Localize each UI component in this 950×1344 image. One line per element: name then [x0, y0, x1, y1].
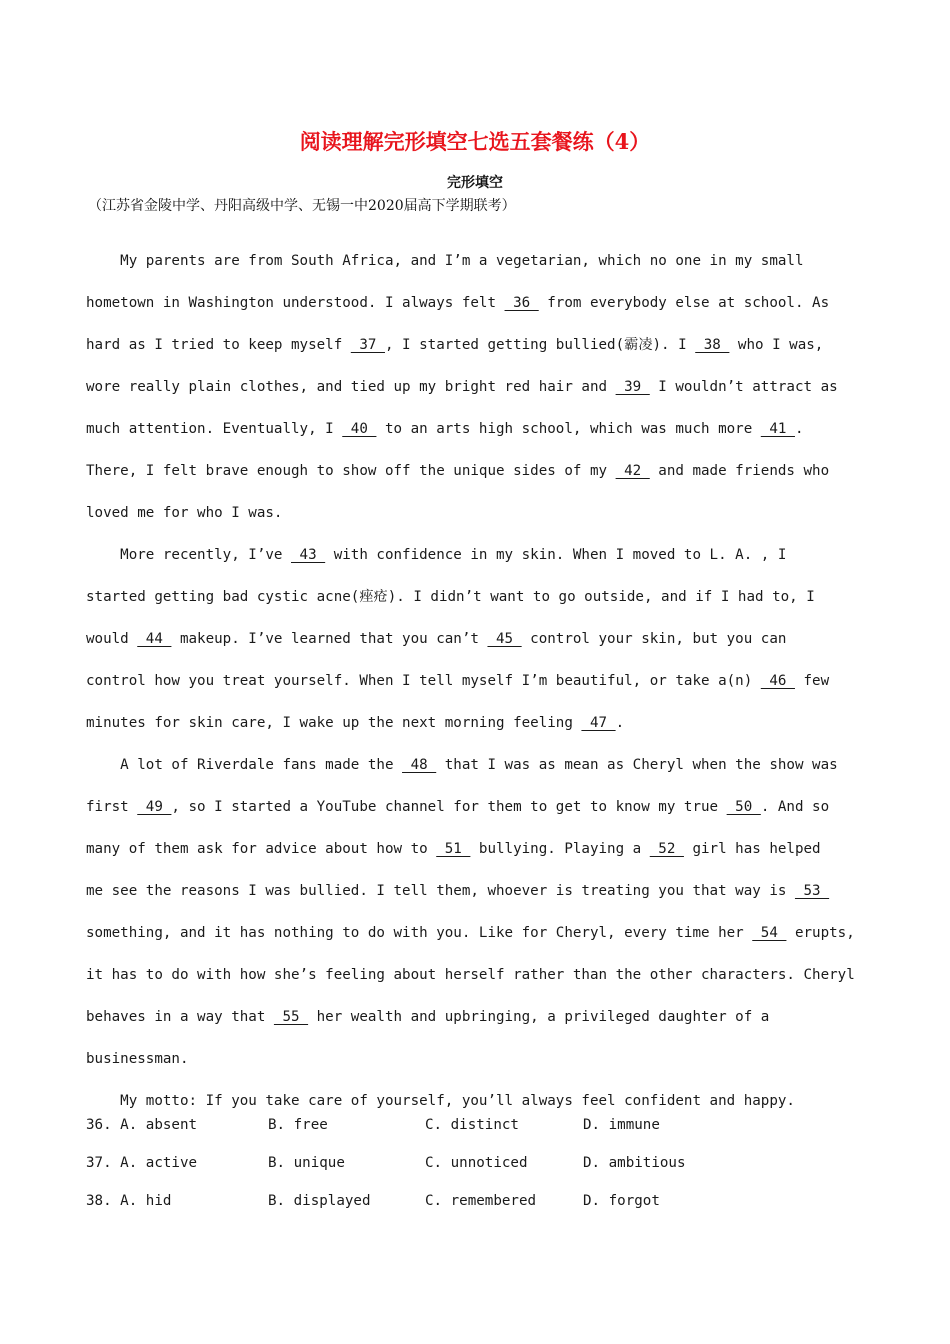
answer-option: C. remembered [425, 1193, 537, 1209]
blank-number: 36 [504, 295, 539, 311]
passage-text: many of them ask for advice about how to [86, 841, 437, 857]
section-heading: 完形填空 [447, 175, 503, 191]
blank-number: 51 [436, 841, 471, 857]
passage-line [86, 786, 866, 828]
passage-text: her wealth and upbringing, a privileged daughter of a [308, 1009, 770, 1025]
passage-line [86, 408, 866, 450]
passage-text: started getting bad cystic acne(痤疮). I didn’t want to go outside, and if I had to, I [86, 589, 815, 605]
passage-line [86, 240, 866, 282]
blank-number: 44 [137, 631, 172, 647]
blank-number: 47 [581, 715, 616, 731]
passage-text: much attention. Eventually, I [86, 421, 343, 437]
passage-text: to an arts high school, which was much more [376, 421, 761, 437]
passage-text: me see the reasons I was bullied. I tell them, whoever is treating you that way is [86, 883, 795, 899]
passage-line [86, 492, 866, 534]
passage-line [86, 996, 866, 1038]
blank-number: 41 [760, 421, 795, 437]
answer-option: 36. A. absent [86, 1117, 198, 1133]
question-row [86, 1144, 886, 1182]
passage-text: and made friends who [649, 463, 830, 479]
answer-option: B. displayed [268, 1193, 371, 1209]
passage-text: hard as I tried to keep myself [86, 337, 351, 353]
passage-text: wore really plain clothes, and tied up my bright red hair and [86, 379, 616, 395]
blank-number: 39 [615, 379, 650, 395]
blank-number: 40 [342, 421, 377, 437]
passage-line [86, 912, 866, 954]
answer-option: 37. A. active [86, 1155, 198, 1171]
source-note: （江苏省金陵中学、丹阳高级中学、无锡一中2020届高下学期联考） [88, 198, 516, 214]
blank-number: 38 [695, 337, 730, 353]
passage-text: few [794, 673, 830, 689]
passage-line [86, 744, 866, 786]
passage-text: it has to do with how she’s feeling about herself rather than the other characters. Cheryl [86, 967, 855, 983]
passage-line [86, 534, 866, 576]
question-row [86, 1106, 886, 1144]
blank-number: 54 [752, 925, 787, 941]
blank-number: 46 [760, 673, 795, 689]
passage-text: first [86, 799, 138, 815]
passage-text: erupts, [786, 925, 855, 941]
passage-text: makeup. I’ve learned that you can’t [171, 631, 488, 647]
answer-options [86, 1106, 886, 1220]
passage-text: something, and it has nothing to do with you. Like for Cheryl, every time her [86, 925, 753, 941]
passage-text: , I started getting bullied(霸凌). I [384, 337, 696, 353]
passage-text: control your skin, but you can [521, 631, 787, 647]
passage-text: . [794, 421, 804, 437]
passage-text: who I was, [729, 337, 824, 353]
blank-number: 43 [291, 547, 326, 563]
passage-line [86, 576, 866, 618]
answer-option: B. unique [268, 1155, 345, 1171]
passage-text: . And so [760, 799, 830, 815]
answer-option: 38. A. hid [86, 1193, 172, 1209]
passage-text: , so I started a YouTube channel for them to get to know my true [171, 799, 727, 815]
passage-line [86, 1038, 866, 1080]
blank-number: 45 [487, 631, 522, 647]
passage-text: control how you treat yourself. When I tell myself I’m beautiful, or take a(n) [86, 673, 761, 689]
blank-number: 52 [649, 841, 684, 857]
blank-number: 53 [794, 883, 830, 899]
document-title: 阅读理解完形填空七选五套餐练（4） [299, 129, 651, 154]
passage-text: from everybody else at school. As [538, 295, 830, 311]
passage-text: I wouldn’t attract as [649, 379, 838, 395]
passage-line [86, 282, 866, 324]
answer-option: D. immune [583, 1117, 660, 1133]
cloze-passage [86, 240, 866, 1122]
passage-line [86, 702, 866, 744]
passage-text: More recently, I’ve [86, 547, 291, 563]
passage-text: hometown in Washington understood. I always felt [86, 295, 505, 311]
blank-number: 48 [402, 757, 437, 773]
blank-number: 42 [615, 463, 650, 479]
passage-text: . [615, 715, 625, 731]
answer-option: D. forgot [583, 1193, 660, 1209]
passage-line [86, 828, 866, 870]
question-row [86, 1182, 886, 1220]
passage-text: businessman. [86, 1051, 189, 1067]
passage-line [86, 954, 866, 996]
passage-text: My parents are from South Africa, and I’m a vegetarian, which no one in my small [86, 253, 804, 269]
passage-line [86, 450, 866, 492]
passage-text: loved me for who I was. [86, 505, 283, 521]
passage-line [86, 324, 866, 366]
passage-text: minutes for skin care, I wake up the next morning feeling [86, 715, 582, 731]
passage-line [86, 660, 866, 702]
passage-text: that I was as mean as Cheryl when the show was [436, 757, 838, 773]
passage-line [86, 366, 866, 408]
passage-text: with confidence in my skin. When I moved to L. A. , I [325, 547, 787, 563]
blank-number: 50 [726, 799, 761, 815]
passage-text: A lot of Riverdale fans made the [86, 757, 403, 773]
answer-option: D. ambitious [583, 1155, 686, 1171]
passage-text: My motto: If you take care of yourself, you’ll always feel confident and happy. [86, 1093, 795, 1109]
passage-text: girl has helped [683, 841, 821, 857]
blank-number: 49 [137, 799, 172, 815]
passage-text: There, I felt brave enough to show off the unique sides of my [86, 463, 616, 479]
blank-number: 55 [273, 1009, 309, 1025]
passage-text: behaves in a way that [86, 1009, 274, 1025]
passage-text: bullying. Playing a [470, 841, 650, 857]
answer-option: C. unnoticed [425, 1155, 528, 1171]
answer-option: B. free [268, 1117, 328, 1133]
passage-line [86, 618, 866, 660]
passage-text: would [86, 631, 138, 647]
answer-option: C. distinct [425, 1117, 519, 1133]
blank-number: 37 [350, 337, 385, 353]
passage-line [86, 870, 866, 912]
